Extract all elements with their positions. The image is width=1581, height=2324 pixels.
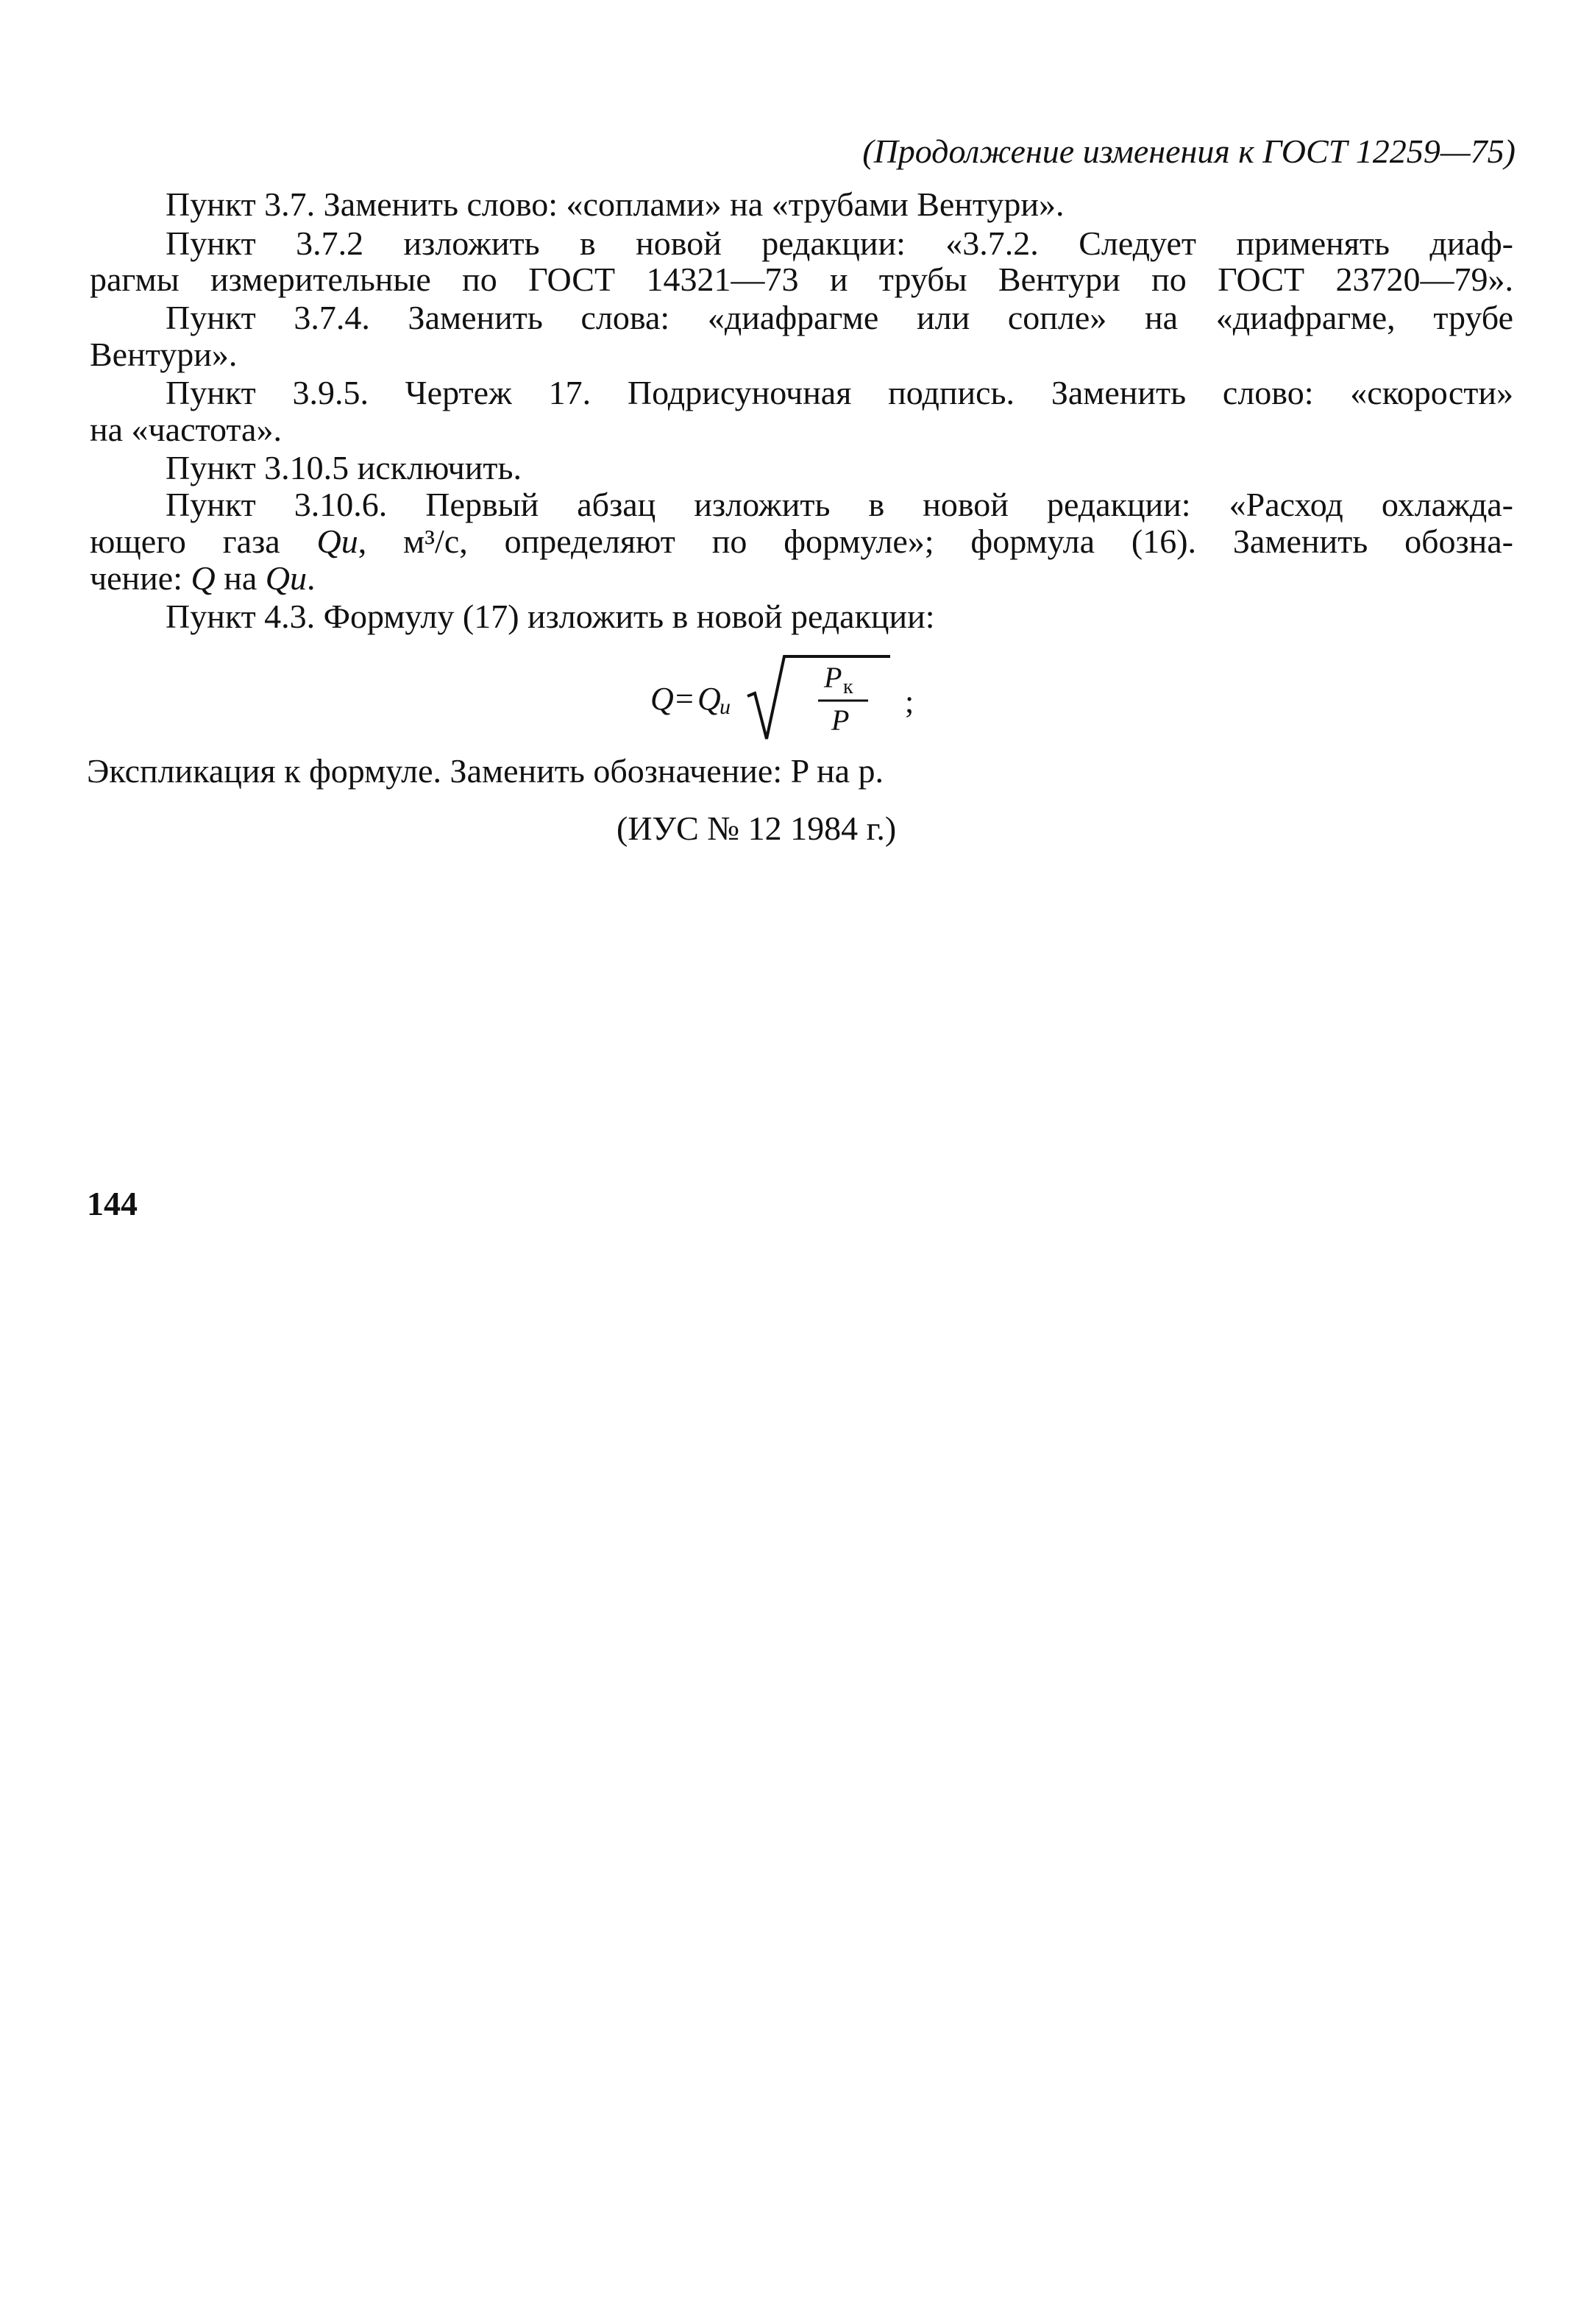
formula-num-main: P xyxy=(824,661,842,694)
formula-svg xyxy=(647,645,942,748)
item-3-10-6-line2-b: , м³/с, определяют по формуле»; формула (16). Заменить обозна- xyxy=(358,522,1513,560)
formula-equals: = xyxy=(675,681,694,717)
formula-lhs: Q xyxy=(650,681,674,717)
radical-sign xyxy=(747,656,890,739)
formula-semicolon: ; xyxy=(905,684,914,720)
item-3-7-4-line1: Пункт 3.7.4. Заменить слова: «диафрагме или сопле» на «диафрагме, трубе xyxy=(166,299,1513,336)
item-3-10-6-line3-a: чение: xyxy=(90,559,182,597)
continuation-header: (Продолжение изменения к ГОСТ 12259—75) xyxy=(862,132,1516,170)
item-3-10-6-line3-b: на xyxy=(224,559,257,597)
ius-reference: (ИУС № 12 1984 г.) xyxy=(617,809,897,847)
explication-line: Экспликация к формуле. Заменить обозначение: P на p. xyxy=(87,752,884,790)
item-3-7-4-line2: Вентури». xyxy=(90,336,238,373)
item-3-10-6-line3: чение: Q на Qи. xyxy=(90,559,316,597)
formula-q-main: Q xyxy=(697,681,721,717)
item-3-9-5-line1: Пункт 3.9.5. Чертеж 17. Подрисуночная подпись. Заменить слово: «скорости» xyxy=(166,374,1513,411)
symbol-q: Q xyxy=(191,559,216,597)
symbol-q-i-2: Qи xyxy=(265,559,307,597)
symbol-q-i: Qи xyxy=(316,522,358,560)
item-3-9-5-line2: на «частота». xyxy=(90,411,282,448)
item-3-7-2-line2: рагмы измерительные по ГОСТ 14321—73 и трубы Вентури по ГОСТ 23720—79». xyxy=(90,261,1513,298)
item-3-10-6-line1: Пункт 3.10.6. Первый абзац изложить в новой редакции: «Расход охлажда- xyxy=(166,486,1513,523)
formula-den: P xyxy=(831,704,850,737)
formula-q-sub: и xyxy=(720,695,731,719)
item-4-3: Пункт 4.3. Формулу (17) изложить в новой редакции: xyxy=(166,598,935,635)
item-3-7-2-line1: Пункт 3.7.2 изложить в новой редакции: «3.7.2. Следует применять диаф- xyxy=(166,224,1513,262)
item-3-10-5: Пункт 3.10.5 исключить. xyxy=(166,449,522,486)
page-number: 144 xyxy=(87,1185,138,1222)
item-3-10-6-line2-a: ющего газа xyxy=(90,522,280,560)
item-3-7: Пункт 3.7. Заменить слово: «соплами» на «трубами Вентури». xyxy=(166,185,1065,223)
formula-num-sub: к xyxy=(843,676,853,698)
item-3-10-6-line2 xyxy=(90,522,1513,561)
formula-17 xyxy=(647,645,942,748)
